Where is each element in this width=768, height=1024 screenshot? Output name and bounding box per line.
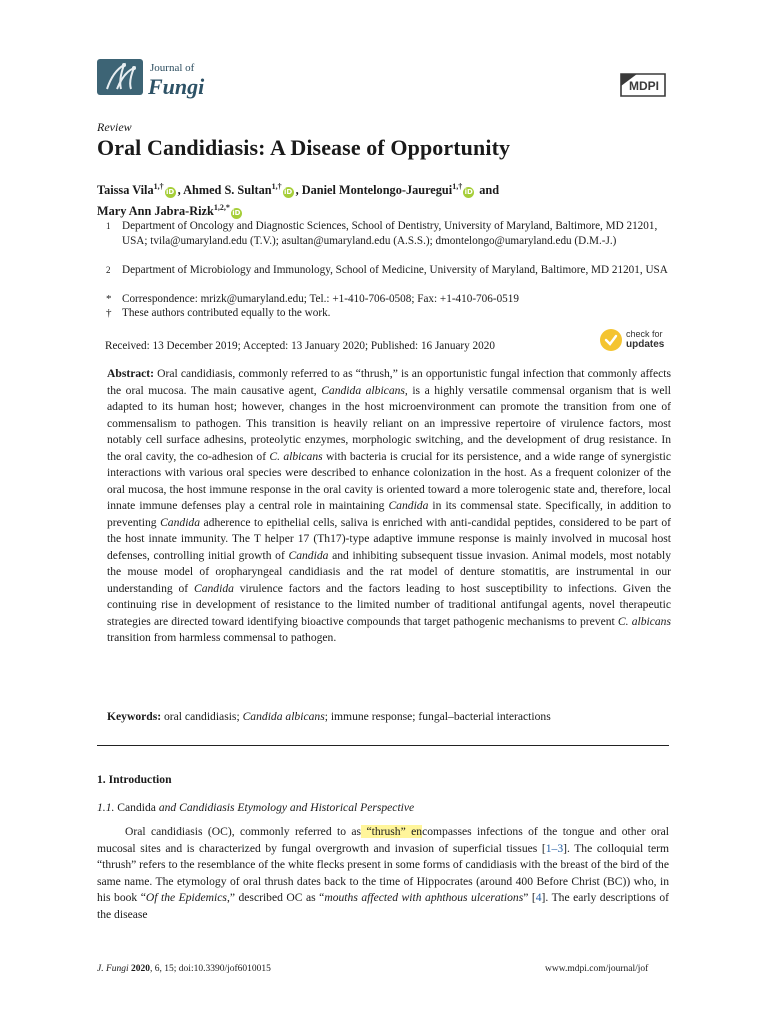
equal-contribution-text: These authors contributed equally to the work.	[122, 307, 331, 319]
footer-url-link[interactable]: www.mdpi.com/journal/jof	[545, 964, 649, 974]
author-name: Taissa Vila	[97, 183, 154, 197]
orcid-icon[interactable]: iD	[284, 188, 293, 196]
correspondence-mark: *	[106, 293, 112, 305]
author-list	[97, 178, 677, 220]
affiliation-text: Department of Microbiology and Immunology, School of Medicine, University of Maryland, Baltimore, MD 21201, USA	[122, 264, 668, 276]
citation-link[interactable]: 1–3	[545, 841, 564, 855]
body-text: ,” described OC as “	[226, 891, 325, 904]
species-name: Candida	[288, 548, 329, 562]
abstract-text: in its commensal state. Specifically, in addition to preventing	[107, 499, 671, 529]
affiliation-item	[97, 219, 677, 265]
affiliation-text: Department of Oncology and Diagnostic Sciences, School of Dentistry, University of Maryland, Baltimore, MD 21201, USA; tvila@umaryland.edu (T.V.); asultan@umaryland.edu (A.S.S.); dmontelongo@umaryland.edu (D.M.-J.)	[122, 220, 658, 247]
section-heading: 1. Introduction	[97, 773, 172, 786]
species-name: C. albicans	[269, 449, 323, 463]
author-affiliation-marks: 1,†	[153, 182, 164, 191]
author-separator: ,	[177, 183, 184, 197]
abstract	[107, 366, 671, 647]
orcid-icon[interactable]: iD	[166, 188, 175, 196]
abstract-label: Abstract:	[107, 367, 155, 380]
correspondence-text: Correspondence: mrizk@umaryland.edu; Tel.: +1-410-706-0508; Fax: +1-410-706-0519	[122, 293, 519, 305]
subsection-heading	[97, 801, 414, 814]
subsection-genus: Candida	[117, 801, 156, 814]
fungi-emblem-icon	[97, 59, 143, 95]
check-updates-label-bold: updates	[626, 339, 665, 350]
author-separator: ,	[295, 183, 302, 197]
keywords-label: Keywords:	[107, 710, 162, 723]
species-name: Candida	[388, 499, 429, 512]
species-name: Candida	[193, 581, 234, 595]
subsection-title: and Candidiasis Etymology and Historical Perspective	[155, 801, 415, 814]
footer-year: 2020	[131, 964, 151, 974]
author-affiliation-marks: 1,†	[271, 182, 282, 191]
author-name: Ahmed S. Sultan	[183, 183, 272, 197]
article-title: Oral Candidiasis: A Disease of Opportunity	[97, 135, 511, 160]
footer-journal: J. Fungi	[97, 964, 129, 974]
abstract-text: and inhibiting subsequent tissue invasion. Animal models, most notably the mouse model of oropharyngeal candidiasis and the rat model of denture stomatitis, are instrumental in our understanding of	[107, 548, 672, 595]
citation-link[interactable]: 4	[535, 891, 542, 904]
author-affiliation-marks: 1,2,*	[213, 203, 230, 212]
affiliation-mark: 1	[106, 221, 111, 231]
orcid-icon[interactable]: iD	[232, 209, 241, 217]
author-separator: and	[476, 183, 500, 197]
keywords-species: Candida albicans	[242, 710, 325, 723]
footer-citation	[97, 964, 271, 974]
introduction-paragraph	[97, 824, 669, 923]
author-name: Mary Ann Jabra-Rizk	[97, 204, 214, 218]
publication-dates: Received: 13 December 2019; Accepted: 13 January 2020; Published: 16 January 2020	[105, 340, 495, 352]
correspondence-item	[97, 292, 677, 307]
abstract-text: with bacteria is crucial for its persistence, and a wide range of synergistic interactions with various oral species were described to enhance colonization in the host. As a frequent colonizer of the oral mucosa, the host immune response in the oral cavity is oriented toward a more tolerogenic state and, therefore, local innate immune defenses play a central role in maintaining	[107, 449, 671, 512]
keywords-text: oral candidiasis;	[161, 710, 243, 723]
check-for-updates-button[interactable]	[600, 328, 672, 354]
equal-contribution-item	[97, 306, 677, 321]
keywords-text: ; immune response; fungal–bacterial interactions	[324, 710, 551, 723]
orcid-icon[interactable]: iD	[464, 188, 473, 196]
body-text: ]. The colloquial term “thrush” refers to the resemblance of the white flecks present in some forms of candidiasis with the breast of the bird of the same name. The etymology of oral thrush dates back to the time of Hippocrates (around 400 Before Christ (BC)) who, in his book “	[97, 841, 669, 904]
equal-contribution-mark: †	[106, 307, 112, 319]
author-name: Daniel Montelongo-Jauregui	[301, 183, 453, 197]
abstract-text: adherence to epithelial cells, saliva is enriched with anti-candidal peptides, considered to be part of the host innate immunity. The T helper 17 (Th17)-type adaptive immune response is mainly involved in mucosal host defenses, controlling initial growth of	[107, 515, 671, 562]
footer-doi: , 6, 15; doi:10.3390/jof6010015	[150, 964, 271, 974]
body-text: ” [	[523, 891, 536, 904]
book-title: Of the Epidemics	[145, 891, 227, 904]
species-name: C. albicans	[617, 614, 671, 628]
abstract-text: virulence factors and the factors leading to host susceptibility to infections. Given the continuing rise in development of resistance to the limited number of traditional antifungal agents, novel therapeutic strategies are directed toward identifying bioactive compounds that target pathogenic mechanisms to prevent	[107, 581, 672, 628]
abstract-text: transition from harmless commensal to pathogen.	[107, 631, 337, 644]
section-divider	[97, 745, 669, 746]
affiliation-mark: 2	[106, 265, 111, 275]
keywords	[107, 710, 671, 723]
highlighted-text[interactable]: “thrush” en	[361, 825, 423, 838]
subsection-number: 1.1.	[97, 801, 118, 814]
abstract-text: , is a highly versatile commensal organism that is well adapted to its human host; however, changes in the host microenvironment can promote the transition from one of commensalism to pathogen. This transition is heavily reliant on an impressive repertoire of virulence factors, most notably cell surface adhesins, proteolytic enzymes, morphologic switching, and the development of drug resistance. In the oral cavity, the co-adhesion of	[107, 383, 671, 463]
species-name: Candida albicans	[321, 383, 405, 397]
body-text: compasses infections of the tongue and other oral mucosal sites and is characterized by fungal overgrowth and invasion of superficial tissues [	[97, 825, 669, 855]
abstract-text: Oral candidiasis, commonly referred to as “thrush,” is an opportunistic fungal infection that commonly affects the oral mucosa. The main causative agent,	[107, 367, 671, 397]
quoted-description: mouths affected with aphthous ulcerations	[324, 891, 524, 904]
journal-logo-icon	[97, 59, 143, 95]
body-text: Oral candidiasis (OC), commonly referred to as	[125, 825, 362, 838]
publisher-name: MDPI	[629, 79, 659, 93]
author-affiliation-marks: 1,†	[452, 182, 463, 191]
mdpi-logo-icon	[617, 72, 669, 98]
article-type: Review	[97, 120, 132, 134]
journal-name: Fungi	[148, 74, 205, 99]
journal-of-label: Journal of	[150, 62, 195, 74]
check-updates-label: check for	[626, 329, 663, 339]
check-updates-icon	[600, 329, 622, 351]
body-text: ]. The early descriptions of the disease	[97, 891, 669, 921]
species-name: Candida	[160, 515, 201, 529]
affiliation-item	[97, 263, 677, 293]
